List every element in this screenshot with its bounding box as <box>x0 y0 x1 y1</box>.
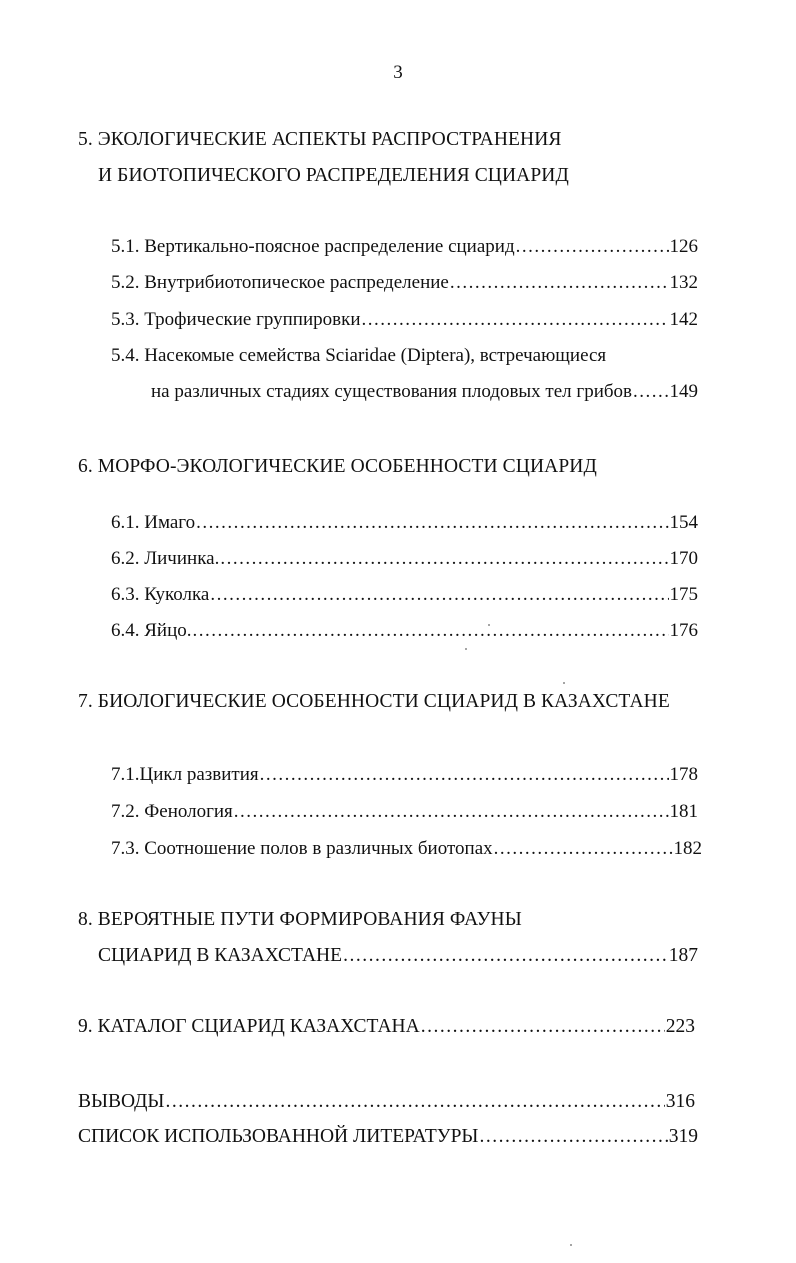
toc-entry-6-1[interactable] <box>111 511 698 535</box>
section-6-title: 6. МОРФО-ЭКОЛОГИЧЕСКИЕ ОСОБЕННОСТИ СЦИАРИД <box>78 456 597 477</box>
toc-entry-label: 5.2. Внутрибиотопическое распределение <box>111 272 449 293</box>
toc-entry-8[interactable] <box>98 944 698 968</box>
dot-leader <box>220 547 668 571</box>
toc-entry-page: 316 <box>665 1091 695 1112</box>
toc-entry-page: 154 <box>669 512 698 533</box>
toc-entry-page: 319 <box>668 1126 698 1147</box>
dot-leader <box>234 800 669 824</box>
toc-entry-page: 181 <box>669 801 698 822</box>
toc-entry-references[interactable] <box>78 1125 698 1149</box>
toc-entry-label: ВЫВОДЫ <box>78 1091 165 1112</box>
toc-entry-label: 7.3. Соотношение полов в различных биотопах <box>111 838 493 859</box>
toc-entry-page: 223 <box>665 1016 695 1037</box>
toc-entry-page: 176 <box>669 620 698 641</box>
scan-speck <box>488 624 490 626</box>
toc-entry-5-4-line-1: 5.4. Насекомые семейства Sciaridae (Diptera), встречающиеся <box>111 345 607 366</box>
dot-leader <box>479 1125 667 1149</box>
section-7-title: 7. БИОЛОГИЧЕСКИЕ ОСОБЕННОСТИ СЦИАРИД В КАЗАХСТАНЕ <box>78 691 670 712</box>
toc-entry-5-3[interactable] <box>111 308 698 332</box>
toc-entry-label: 5.1. Вертикально-поясное распределение сциарид <box>111 236 515 257</box>
toc-entry-6-4[interactable] <box>111 619 698 643</box>
toc-entry-conclusions[interactable] <box>78 1090 695 1114</box>
toc-entry-7-2[interactable] <box>111 800 698 824</box>
toc-entry-page: 175 <box>669 584 698 605</box>
dot-leader <box>633 380 668 404</box>
toc-entry-9[interactable] <box>78 1015 695 1039</box>
scan-speck <box>563 682 565 684</box>
section-5-title-line-2: И БИОТОПИЧЕСКОГО РАСПРЕДЕЛЕНИЯ СЦИАРИД <box>98 165 569 186</box>
dot-leader <box>494 837 673 861</box>
dot-leader <box>165 1090 664 1114</box>
toc-entry-label: 7.2. Фенология <box>111 801 233 822</box>
dot-leader <box>210 583 668 607</box>
toc-entry-6-3[interactable] <box>111 583 698 607</box>
toc-entry-label: СПИСОК ИСПОЛЬЗОВАННОЙ ЛИТЕРАТУРЫ <box>78 1126 479 1147</box>
scan-speck <box>465 648 467 650</box>
scan-speck <box>570 1244 572 1246</box>
toc-entry-page: 142 <box>669 309 698 330</box>
dot-leader <box>362 308 669 332</box>
toc-entry-6-2[interactable] <box>111 547 698 571</box>
toc-entry-5-2[interactable] <box>111 271 698 295</box>
toc-entry-page: 126 <box>669 236 698 257</box>
section-8-title-line-1: 8. ВЕРОЯТНЫЕ ПУТИ ФОРМИРОВАНИЯ ФАУНЫ <box>78 909 522 930</box>
toc-entry-label: 5.3. Трофические группировки <box>111 309 361 330</box>
dot-leader <box>516 235 669 259</box>
toc-entry-page: 178 <box>669 764 698 785</box>
toc-entry-page: 132 <box>669 272 698 293</box>
toc-entry-5-1[interactable] <box>111 235 698 259</box>
toc-entry-page: 149 <box>669 381 698 402</box>
dot-leader <box>260 763 669 787</box>
dot-leader <box>196 511 668 535</box>
dot-leader <box>193 619 669 643</box>
toc-entry-page: 170 <box>669 548 698 569</box>
dot-leader <box>343 944 668 968</box>
toc-entry-label: 6.2. Личинка. <box>111 548 220 569</box>
toc-entry-label: 6.3. Куколка <box>111 584 210 605</box>
toc-entry-page: 182 <box>673 838 702 859</box>
toc-entry-7-1[interactable] <box>111 763 698 787</box>
toc-entry-7-3[interactable] <box>111 837 702 861</box>
toc-entry-label: 6.1. Имаго <box>111 512 196 533</box>
dot-leader <box>421 1015 665 1039</box>
toc-entry-label: СЦИАРИД В КАЗАХСТАНЕ <box>98 945 343 966</box>
page-number: 3 <box>393 62 403 83</box>
toc-entry-label: на различных стадиях существования плодовых тел грибов <box>151 381 633 402</box>
toc-entry-5-4[interactable] <box>151 380 698 404</box>
toc-entry-label: 7.1.Цикл развития <box>111 764 259 785</box>
toc-entry-label: 6.4. Яйцо. <box>111 620 192 641</box>
toc-entry-page: 187 <box>668 945 698 966</box>
dot-leader <box>450 271 669 295</box>
section-5-title-line-1: 5. ЭКОЛОГИЧЕСКИЕ АСПЕКТЫ РАСПРОСТРАНЕНИЯ <box>78 129 562 150</box>
toc-entry-label: 9. КАТАЛОГ СЦИАРИД КАЗАХСТАНА <box>78 1016 420 1037</box>
